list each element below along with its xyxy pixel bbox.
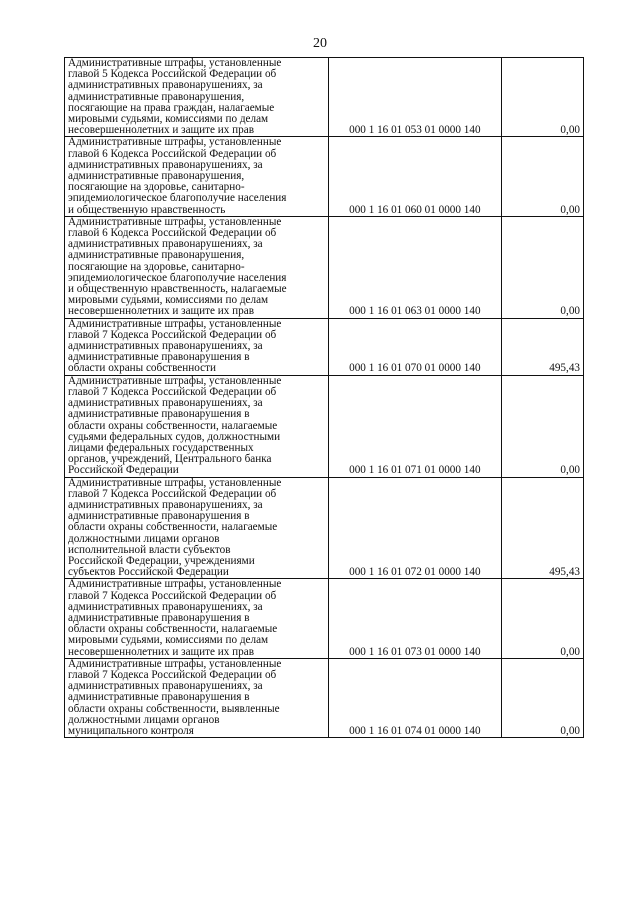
fine-description-line: Административные штрафы, установленные bbox=[68, 57, 282, 69]
fine-description-line: главой 7 Кодекса Российской Федерации об bbox=[68, 487, 277, 500]
fine-description-line: главой 7 Кодекса Российской Федерации об bbox=[68, 589, 277, 602]
fine-description-cell bbox=[65, 658, 329, 737]
fine-description-line: административные правонарушения в bbox=[68, 408, 250, 421]
fine-description-cell bbox=[65, 375, 329, 477]
fine-description-line: административные правонарушения, bbox=[68, 90, 245, 103]
fine-description-line: Административные штрафы, установленные bbox=[68, 215, 282, 228]
amount-value: 0,00 bbox=[501, 375, 583, 477]
budget-classification-code: 000 1 16 01 074 01 0000 140 bbox=[329, 658, 502, 737]
page-number: 20 bbox=[313, 36, 327, 51]
fine-description-line: Административные штрафы, установленные bbox=[68, 317, 282, 330]
fine-description-line: несовершеннолетних и защите их прав bbox=[68, 645, 254, 658]
fine-description-cell bbox=[65, 216, 329, 318]
fine-description-line: административных правонарушениях, за bbox=[68, 680, 263, 693]
fine-description-line: муниципального контроля bbox=[68, 724, 194, 737]
fine-description-line: Административные штрафы, установленные bbox=[68, 476, 282, 489]
table-row bbox=[65, 658, 584, 737]
budget-classification-code: 000 1 16 01 063 01 0000 140 bbox=[329, 216, 502, 318]
fine-description-line: административных правонарушениях, за bbox=[68, 79, 263, 92]
fine-description-cell bbox=[65, 477, 329, 579]
budget-classification-code: 000 1 16 01 072 01 0000 140 bbox=[329, 477, 502, 579]
fine-description-line: посягающие на здоровье, санитарно- bbox=[68, 181, 245, 194]
table-body bbox=[65, 58, 584, 738]
fine-description-line: административные правонарушения в bbox=[68, 611, 250, 624]
fine-description-line: главой 7 Кодекса Российской Федерации об bbox=[68, 328, 277, 341]
fine-description-line: исполнительной власти субъектов bbox=[68, 543, 231, 556]
fine-description-line: административных правонарушениях, за bbox=[68, 340, 263, 353]
budget-classification-code: 000 1 16 01 071 01 0000 140 bbox=[329, 375, 502, 477]
fine-description-line: мировыми судьями, комиссиями по делам bbox=[68, 634, 269, 647]
fine-description-line: посягающие на права граждан, налагаемые bbox=[68, 101, 275, 114]
budget-classification-code: 000 1 16 01 070 01 0000 140 bbox=[329, 318, 502, 375]
table-row bbox=[65, 477, 584, 579]
fine-description-line: административные правонарушения, bbox=[68, 170, 245, 183]
amount-value: 495,43 bbox=[501, 477, 583, 579]
amount-value: 0,00 bbox=[501, 216, 583, 318]
fine-description-line: главой 7 Кодекса Российской Федерации об bbox=[68, 385, 277, 398]
table-row bbox=[65, 375, 584, 477]
budget-classification-code: 000 1 16 01 053 01 0000 140 bbox=[329, 58, 502, 137]
fine-description-cell bbox=[65, 579, 329, 658]
fine-description-line: главой 6 Кодекса Российской Федерации об bbox=[68, 227, 277, 240]
fine-description-line: мировыми судьями, комиссиями по делам bbox=[68, 294, 269, 307]
amount-value: 0,00 bbox=[501, 579, 583, 658]
fine-description-line: Административные штрафы, установленные bbox=[68, 374, 282, 387]
fine-description-line: субъектов Российской Федерации bbox=[68, 566, 229, 579]
fine-description-line: Административные штрафы, установленные bbox=[68, 136, 282, 149]
table-row bbox=[65, 318, 584, 375]
fine-description-line: и общественную нравственность bbox=[68, 203, 226, 216]
amount-value: 0,00 bbox=[501, 658, 583, 737]
table-row bbox=[65, 58, 584, 137]
fine-description-line: несовершеннолетних и защите их прав bbox=[68, 124, 254, 137]
fine-description-line: мировыми судьями, комиссиями по делам bbox=[68, 113, 269, 126]
fine-description-line: эпидемиологическое благополучие населения bbox=[68, 271, 287, 284]
fine-description-line: лицами федеральных государственных bbox=[68, 441, 254, 454]
fine-description-line: административные правонарушения в bbox=[68, 351, 250, 364]
fine-description-line: области охраны собственности, выявленные bbox=[68, 702, 280, 715]
fine-description-line: главой 5 Кодекса Российской Федерации об bbox=[68, 68, 277, 81]
fine-description-line: административные правонарушения в bbox=[68, 691, 250, 704]
fine-description-cell bbox=[65, 58, 329, 137]
fine-description-line: должностными лицами органов bbox=[68, 532, 220, 545]
fine-description-line: области охраны собственности bbox=[68, 362, 216, 375]
table-row bbox=[65, 579, 584, 658]
fine-description-line: главой 6 Кодекса Российской Федерации об bbox=[68, 147, 277, 160]
budget-classification-code: 000 1 16 01 073 01 0000 140 bbox=[329, 579, 502, 658]
fine-description-line: административных правонарушениях, за bbox=[68, 238, 263, 251]
fine-description-line: административных правонарушениях, за bbox=[68, 158, 263, 171]
amount-value: 0,00 bbox=[501, 58, 583, 137]
fine-description-line: области охраны собственности, налагаемые bbox=[68, 521, 278, 534]
amount-value: 495,43 bbox=[501, 318, 583, 375]
fine-description-line: административные правонарушения, bbox=[68, 249, 245, 262]
fine-description-line: административные правонарушения в bbox=[68, 510, 250, 523]
table-row bbox=[65, 216, 584, 318]
fine-description-line: должностными лицами органов bbox=[68, 713, 220, 726]
fine-description-line: Российской Федерации bbox=[68, 464, 179, 477]
fine-description-line: административных правонарушениях, за bbox=[68, 600, 263, 613]
fine-description-line: Российской Федерации, учреждениями bbox=[68, 554, 255, 567]
budget-classification-code: 000 1 16 01 060 01 0000 140 bbox=[329, 137, 502, 216]
budget-revenue-table bbox=[64, 57, 584, 738]
fine-description-line: административных правонарушениях, за bbox=[68, 498, 263, 511]
fine-description-line: главой 7 Кодекса Российской Федерации об bbox=[68, 668, 277, 681]
fine-description-line: несовершеннолетних и защите их прав bbox=[68, 305, 254, 318]
table-row bbox=[65, 137, 584, 216]
fine-description-line: административных правонарушениях, за bbox=[68, 397, 263, 410]
fine-description-line: области охраны собственности, налагаемые bbox=[68, 623, 278, 636]
fine-description-line: судьями федеральных судов, должностными bbox=[68, 430, 281, 443]
fine-description-cell bbox=[65, 137, 329, 216]
fine-description-line: Административные штрафы, установленные bbox=[68, 578, 282, 591]
fine-description-line: эпидемиологическое благополучие населения bbox=[68, 192, 287, 205]
fine-description-line: и общественную нравственность, налагаемые bbox=[68, 283, 287, 296]
fine-description-line: посягающие на здоровье, санитарно- bbox=[68, 260, 245, 273]
amount-value: 0,00 bbox=[501, 137, 583, 216]
fine-description-line: Административные штрафы, установленные bbox=[68, 657, 282, 670]
fine-description-cell bbox=[65, 318, 329, 375]
fine-description-line: органов, учреждений, Центрального банка bbox=[68, 453, 272, 466]
fine-description-line: области охраны собственности, налагаемые bbox=[68, 419, 278, 432]
